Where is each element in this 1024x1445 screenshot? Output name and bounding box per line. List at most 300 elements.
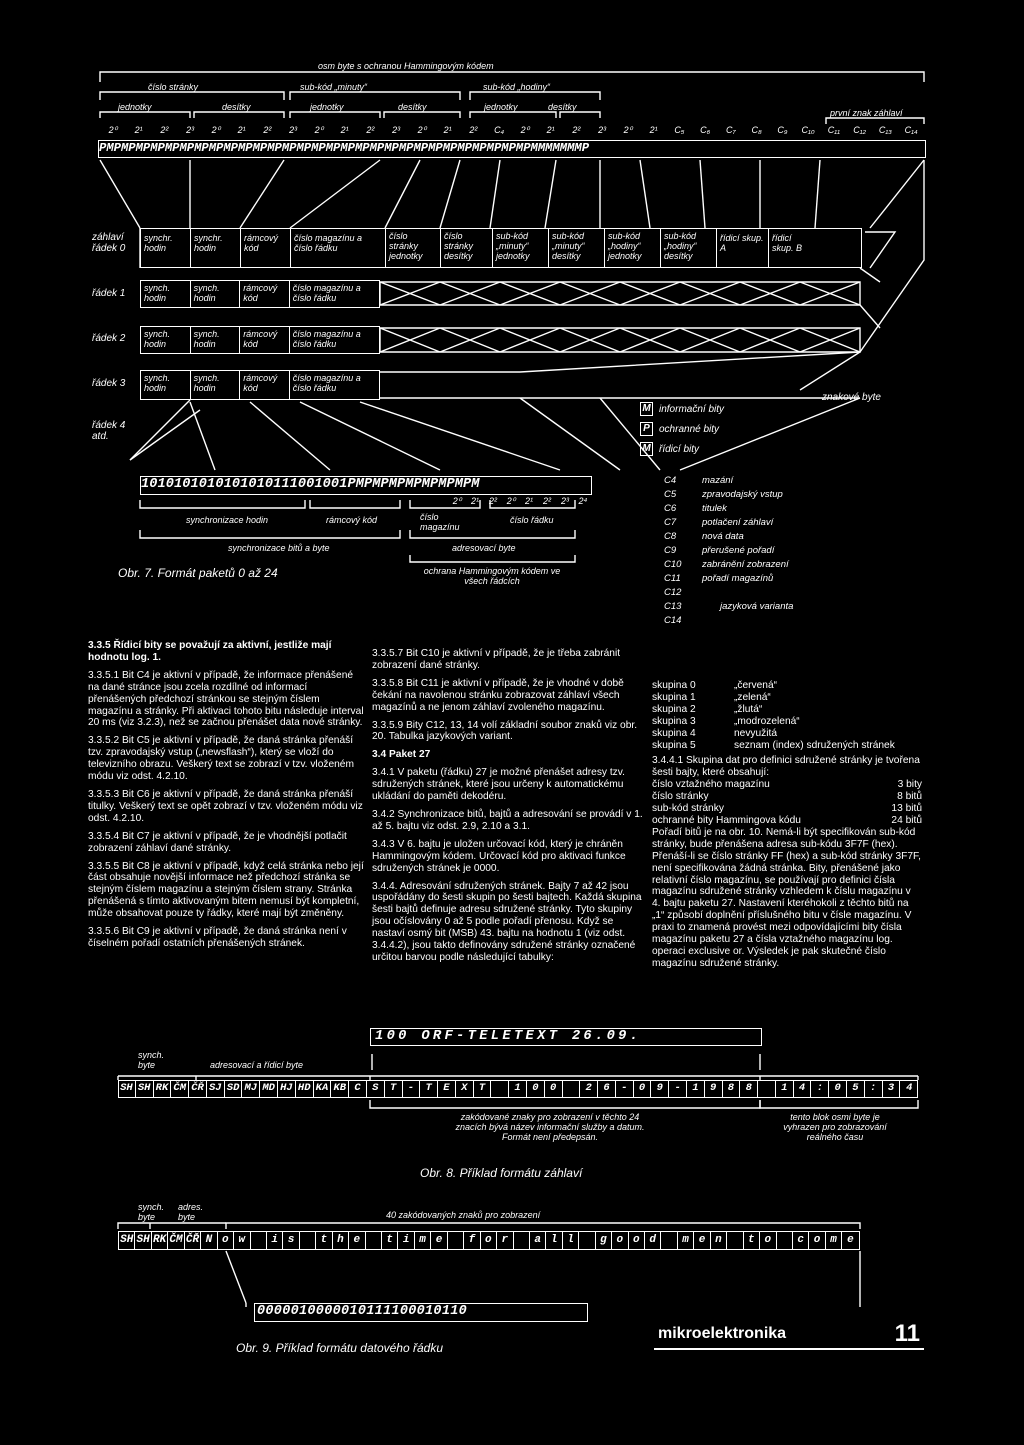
paragraph: 3.4.3 V 6. bajtu je uložen určovací kód, který je chráněn Hammingovým kódem. Určovací kód pro aktivaci funkce sdružených stránek je 0000. bbox=[372, 838, 626, 874]
bit-weight: 2¹ bbox=[524, 496, 533, 506]
row-2-cell: synch. hodin bbox=[191, 327, 241, 353]
bit-weight: 2² bbox=[160, 125, 169, 135]
row-label-3: řádek 3 bbox=[92, 378, 126, 389]
row-1-cell: číslo magazínu a číslo řádku bbox=[292, 283, 361, 303]
data-cell: t bbox=[744, 1232, 760, 1249]
bit-weight: 2² bbox=[488, 496, 497, 506]
item-value: 8 bitů bbox=[897, 791, 922, 803]
brace-label-hamming: osm byte s ochranou Hammingovým kódem bbox=[318, 61, 494, 71]
control-bit-row bbox=[664, 600, 864, 614]
bit-weight: 2² bbox=[263, 125, 272, 135]
data-cell: r bbox=[497, 1232, 513, 1249]
bit-weight: 2¹ bbox=[546, 125, 555, 135]
data-cell: ČM bbox=[168, 1232, 184, 1249]
header-cell: 4 bbox=[906, 1082, 913, 1094]
legend-symbol: M bbox=[640, 442, 653, 456]
figure-7-caption: Obr. 7. Formát paketů 0 až 24 bbox=[118, 566, 278, 580]
bit-weight: 2⁰ bbox=[211, 125, 221, 135]
control-bit-key: C11 bbox=[664, 573, 681, 584]
paragraph: 3.4.1 V paketu (řádku) 27 je možné přenášet adresy tzv. sdružených stránek, které jsou určeny k automatickému ukládání do paměti dekodéru. bbox=[372, 767, 625, 803]
header-cell: ČM bbox=[171, 1080, 189, 1098]
data-cell: e bbox=[431, 1232, 447, 1249]
header-cell: HJ bbox=[278, 1080, 296, 1098]
row-2-cell: synch. hodin bbox=[141, 327, 191, 353]
row-0-cell: rámcový kód bbox=[241, 229, 291, 267]
bit-weight: 2¹ bbox=[134, 125, 143, 135]
row-0-cell: sub-kód „hodiny“ jednotky bbox=[605, 229, 661, 267]
row-1-cells bbox=[140, 280, 380, 308]
data-cell: l bbox=[563, 1232, 579, 1249]
label-synch-byte-9: synch. byte bbox=[138, 1202, 165, 1222]
header-cell: : bbox=[811, 1080, 829, 1098]
brace-label-jednotky-2: jednotky bbox=[310, 102, 344, 112]
bit-weight: C₁₄ bbox=[904, 125, 918, 135]
text-column-3 bbox=[652, 680, 922, 976]
group-value: seznam (index) sdružených stránek bbox=[734, 739, 895, 751]
row-0-cell: řídicí skup. B bbox=[772, 233, 803, 253]
group-row bbox=[652, 692, 922, 704]
header-cell: 0 bbox=[527, 1080, 545, 1098]
pm-row: PMPMPMPMPMPMPMPMPMPMPMPMPMPMPMPMPMPMPMPMPMPMPMPMPMPMPMPMPMPMMMMMMMP bbox=[98, 140, 926, 158]
header-cell: SJ bbox=[207, 1080, 225, 1098]
header-cell: SH bbox=[118, 1080, 136, 1098]
data-cell: o bbox=[760, 1232, 776, 1249]
brace-label-desitky-3: desítky bbox=[548, 102, 577, 112]
header-cell: X bbox=[456, 1080, 474, 1098]
item-value: 3 bity bbox=[897, 779, 922, 791]
header-cell: MD bbox=[260, 1080, 278, 1098]
header-cell: RK bbox=[154, 1080, 172, 1098]
row-1-cell: synch. hodin bbox=[141, 281, 191, 307]
figure-8 bbox=[0, 1020, 1024, 1195]
data-cell: a bbox=[530, 1232, 546, 1249]
data-cell: RK bbox=[152, 1232, 168, 1249]
header-cell: 0 bbox=[829, 1080, 847, 1098]
data-cell bbox=[579, 1232, 595, 1249]
data-cell: w bbox=[234, 1232, 250, 1249]
row-2-cell: číslo magazínu a číslo řádku bbox=[292, 329, 361, 349]
control-bit-row bbox=[664, 502, 864, 516]
group-value: „červená“ bbox=[734, 680, 778, 691]
control-bits-table bbox=[664, 474, 864, 628]
row-0-cell: synchr. hodin bbox=[191, 229, 241, 267]
bit-weight: 2¹ bbox=[649, 125, 658, 135]
paragraph: 3.3.5.6 Bit C9 je aktivní v případě, že daná stránka není v číselném pořadí ostatních přenášených stránek. bbox=[88, 926, 347, 949]
note-zakodovane: zakódované znaky pro zobrazení v těchto 24 znacích bývá název informační služby a datum. Formát není předepsán. bbox=[455, 1112, 645, 1142]
item-row bbox=[652, 803, 922, 815]
header-cell: SD bbox=[225, 1080, 243, 1098]
row-0-cells bbox=[140, 228, 862, 268]
brace-label-subkod-hodiny: sub-kód „hodiny“ bbox=[483, 82, 551, 92]
paragraph: 3.3.5.9 Bity C12, 13, 14 volí základní soubor znaků viz obr. 20. Tabulka jazykových variant. bbox=[372, 719, 638, 743]
text-column-1 bbox=[88, 640, 364, 956]
control-bit-key: C14 bbox=[664, 615, 682, 626]
control-bit-value: mazání bbox=[702, 475, 734, 486]
bit-weight: 2⁴ bbox=[578, 496, 588, 506]
bit-weight: 2¹ bbox=[237, 125, 246, 135]
row-0-cell: řídicí skup. A bbox=[717, 229, 769, 267]
bit-weight: 2³ bbox=[598, 125, 607, 135]
paragraph: 3.3.5.3 Bit C6 je aktivní v případě, že daná stránka přenáší titulky. Veškerý text se opět zobrazí v tzv. vloženém módu viz odst. 4.2.10. bbox=[88, 788, 363, 824]
bit-weight: C₆ bbox=[700, 125, 711, 135]
label-synch-byte: synch. byte bbox=[138, 1050, 165, 1070]
row-1-cell: rámcový kód bbox=[240, 281, 290, 307]
data-cell: ČŘ bbox=[185, 1232, 201, 1249]
header-cell: 3 bbox=[883, 1080, 901, 1098]
legend-row bbox=[640, 422, 724, 436]
header-cell: 8 bbox=[740, 1080, 758, 1098]
control-bit-value: zpravodajský vstup bbox=[702, 489, 783, 500]
data-cell: t bbox=[382, 1232, 398, 1249]
bit-weight: C₁₂ bbox=[853, 125, 867, 135]
data-cell: h bbox=[333, 1232, 349, 1249]
group-value: nevyužitá bbox=[734, 727, 778, 739]
paragraph: 3.3.5.8 Bit C11 je aktivní v případě, že je vhodné v době čekání na navolenou stránku zobrazovat záhlaví všech magazínů a ne jenom záhlaví zvoleného magazínu. bbox=[372, 677, 624, 713]
control-bit-key: C12 bbox=[664, 587, 682, 598]
data-cell: e bbox=[349, 1232, 365, 1249]
paragraph: 3.3.5.7 Bit C10 je aktivní v případě, že je třeba zabránit zobrazení dané stránky. bbox=[372, 648, 621, 671]
header-cell: - bbox=[616, 1080, 634, 1098]
row-label-2: řádek 2 bbox=[92, 333, 126, 344]
header-cell: 5 bbox=[847, 1080, 865, 1098]
row-0-cell: sub-kód „minuty“ jednotky bbox=[493, 229, 549, 267]
bit-legend bbox=[640, 402, 724, 462]
bit-weights-lower bbox=[448, 496, 593, 506]
label-cislo-radku: číslo řádku bbox=[510, 515, 554, 525]
row-label-1: řádek 1 bbox=[92, 288, 126, 299]
header-cell bbox=[491, 1080, 509, 1098]
control-bit-value: jazyková varianta bbox=[720, 601, 794, 612]
bit-weight: 2⁰ bbox=[314, 125, 324, 135]
group-key: skupina 4 bbox=[652, 727, 696, 739]
paragraph: 3.4.2 Synchronizace bitů, bajtů a adresování se provádí v 1. až 5. bajtu viz odst. 2.9, 2.10 a 3.1. bbox=[372, 808, 643, 832]
control-bit-value: přerušené pořadí bbox=[702, 545, 775, 556]
header-cell: - bbox=[403, 1080, 421, 1098]
text-column-2 bbox=[372, 648, 646, 970]
data-cell: o bbox=[809, 1232, 825, 1249]
group-key: skupina 5 bbox=[652, 739, 696, 751]
control-bit-value: pořadí magazínů bbox=[702, 573, 774, 584]
control-bit-row bbox=[664, 614, 864, 628]
header-cell: ČŘ bbox=[189, 1080, 207, 1098]
bit-weight: 2³ bbox=[289, 125, 298, 135]
data-cells bbox=[118, 1231, 860, 1250]
group-row bbox=[652, 740, 922, 752]
header-cell: 1 bbox=[509, 1080, 527, 1098]
bit-weight: 2⁰ bbox=[417, 125, 427, 135]
header-cell: 9 bbox=[651, 1080, 669, 1098]
legend-symbol: P bbox=[640, 422, 653, 436]
header-cell: MJ bbox=[242, 1080, 260, 1098]
group-row bbox=[652, 680, 922, 692]
row-3-cell: číslo magazínu a číslo řádku bbox=[292, 373, 361, 393]
row-3-cells bbox=[140, 370, 380, 400]
item-value: 13 bitů bbox=[891, 803, 922, 815]
paragraph: 3.4.4. Adresování sdružených stránek. Bajty 7 až 42 jsou uspořádány do šesti skupin po šesti bajtech. Každá skupina šesti bajtů definuje adresu sdružené stránky. Tyto skupiny jsou očíslovány 0 až 5 podle pořadí přenosu. Když se nastaví osmý bit (MSB) 43. bajtu na hodnotu 1 (viz odst. 3.4.4.2), jsou takto definovány sdružené stránky označené určitou barvou podle následující tabulky: bbox=[372, 880, 642, 963]
bit-weight: 2⁰ bbox=[108, 125, 118, 135]
bit-weight: 2⁰ bbox=[623, 125, 633, 135]
row-3-cell: rámcový kód bbox=[240, 371, 290, 399]
group-table bbox=[652, 680, 922, 751]
header-cell: E bbox=[438, 1080, 456, 1098]
control-bit-row bbox=[664, 530, 864, 544]
header-cell: T bbox=[474, 1080, 492, 1098]
header-cells bbox=[118, 1080, 918, 1098]
label-adresovaci: adresovací byte bbox=[452, 543, 516, 553]
paragraph: 3.3.5 Řídicí bity se považují za aktivní, jestliže mají hodnotu log. 1. bbox=[88, 640, 332, 663]
data-cell: o bbox=[218, 1232, 234, 1249]
data-cell: e bbox=[847, 1234, 854, 1246]
control-bit-row bbox=[664, 516, 864, 530]
data-cell: e bbox=[694, 1232, 710, 1249]
brace-label-desitky-2: desítky bbox=[398, 102, 427, 112]
znakove-byte-label: znakové byte bbox=[822, 392, 881, 403]
item-key: ochranné bity Hammingova kódu bbox=[652, 814, 801, 826]
data-cell: m bbox=[415, 1232, 431, 1249]
control-bit-value: titulek bbox=[702, 503, 727, 514]
legend-text: informační bity bbox=[659, 403, 725, 415]
control-bit-row bbox=[664, 474, 864, 488]
data-cell: i bbox=[398, 1232, 414, 1249]
row-label-0: záhlaví řádek 0 bbox=[92, 232, 126, 254]
bit-weight: C₁₃ bbox=[878, 125, 892, 135]
item-row bbox=[652, 791, 922, 803]
header-cell: - bbox=[669, 1080, 687, 1098]
group-value: „zelená“ bbox=[734, 691, 771, 703]
row-0-cell: číslo stránky desítky bbox=[441, 229, 493, 267]
brace-label-jednotky-1: jednotky bbox=[118, 102, 152, 112]
bit-weights-row bbox=[100, 125, 924, 135]
header-cell: HD bbox=[296, 1080, 314, 1098]
footer-title: mikroelektronika bbox=[658, 1325, 787, 1342]
label-adresovaci-ridici: adresovací a řídicí byte bbox=[210, 1060, 304, 1070]
control-bit-key: C10 bbox=[664, 559, 682, 570]
header-cell: 0 bbox=[634, 1080, 652, 1098]
paragraph: 3.3.5.1 Bit C4 je aktivní v případě, že informace přenášené na dané stránce jsou zcela rozdílné od informací přenášených předchozí stránkou se stejným číslem magazínu a stránky. Při aktivaci tohoto bitu následuje interval 20 ms (viz 3.2.3), než se začnou přenášet data nové stránky. bbox=[88, 669, 364, 729]
bit-weight: 2¹ bbox=[340, 125, 349, 135]
bit-weight: 2¹ bbox=[470, 496, 479, 506]
data-cell: n bbox=[711, 1232, 727, 1249]
data-cell bbox=[514, 1232, 530, 1249]
row-label-4: řádek 4 atd. bbox=[92, 420, 126, 442]
control-bit-value: potlačení záhlaví bbox=[702, 517, 774, 528]
bit-weight: C₈ bbox=[751, 125, 762, 135]
data-cell: s bbox=[283, 1232, 299, 1249]
group-row bbox=[652, 704, 922, 716]
item-value: 24 bitů bbox=[891, 814, 922, 826]
data-cell: m bbox=[678, 1232, 694, 1249]
data-cell bbox=[300, 1232, 316, 1249]
bit-weight: 2¹ bbox=[443, 125, 452, 135]
legend-row bbox=[640, 442, 724, 456]
control-bit-key: C5 bbox=[664, 489, 677, 500]
bit-weight: 2² bbox=[469, 125, 478, 135]
group-key: skupina 2 bbox=[652, 703, 696, 715]
paragraph: 3.4.4.1 Skupina dat pro definici sdružené stránky je tvořena šesti bajty, které obsahují: bbox=[652, 755, 920, 779]
control-bit-row bbox=[664, 558, 864, 572]
data-cell: d bbox=[645, 1232, 661, 1249]
bit-weight: 2⁰ bbox=[520, 125, 530, 135]
control-bit-key: C8 bbox=[664, 531, 677, 542]
figure-7 bbox=[0, 0, 1024, 626]
bit-weight: C₇ bbox=[726, 125, 736, 135]
header-cell: 0 bbox=[545, 1080, 563, 1098]
row-1-cell: synch. hodin bbox=[191, 281, 241, 307]
legend-row bbox=[640, 402, 724, 416]
header-cell: C bbox=[349, 1080, 367, 1098]
label-ochrana: ochrana Hammingovým kódem ve všech řádcích bbox=[423, 566, 561, 586]
item-row bbox=[652, 815, 922, 827]
data-cell: o bbox=[481, 1232, 497, 1249]
brace-label-jednotky-3: jednotky bbox=[484, 102, 518, 112]
item-key: sub-kód stránky bbox=[652, 803, 724, 815]
data-cell: c bbox=[793, 1232, 809, 1249]
data-cell bbox=[661, 1232, 677, 1249]
data-cell bbox=[366, 1232, 382, 1249]
brace-label-cislo-stranky: číslo stránky bbox=[148, 82, 199, 92]
teletext-top-string: 100 ORF-TELETEXT 26.09. bbox=[370, 1028, 762, 1046]
bit-weight: 2⁰ bbox=[506, 496, 516, 506]
bit-weight: 2³ bbox=[392, 125, 401, 135]
data-cell: o bbox=[612, 1232, 628, 1249]
row-3-cell: synch. hodin bbox=[191, 371, 241, 399]
header-cell: 6 bbox=[598, 1080, 616, 1098]
data-cell bbox=[448, 1232, 464, 1249]
figure-9 bbox=[0, 1195, 1024, 1395]
row-0-cell: sub-kód „hodiny“ desítky bbox=[661, 229, 717, 267]
bit-weight: C₄ bbox=[494, 125, 505, 135]
label-ramcovy-kod: rámcový kód bbox=[326, 515, 378, 525]
data-cell: t bbox=[316, 1232, 332, 1249]
data-cell bbox=[727, 1232, 743, 1249]
group-key: skupina 3 bbox=[652, 715, 696, 727]
header-cell: : bbox=[865, 1080, 883, 1098]
label-sync-bitu: synchronizace bitů a byte bbox=[228, 543, 330, 553]
header-cell: KB bbox=[331, 1080, 349, 1098]
bit-weight: 2² bbox=[572, 125, 581, 135]
legend-symbol: M bbox=[640, 402, 653, 416]
item-key: číslo stránky bbox=[652, 791, 709, 803]
data-cell: o bbox=[629, 1232, 645, 1249]
brace-label-desitky-1: desítky bbox=[222, 102, 251, 112]
figure-9-caption: Obr. 9. Příklad formátu datového řádku bbox=[236, 1341, 443, 1355]
paragraph: 3.4 Paket 27 bbox=[372, 749, 431, 761]
bit-weight: 2³ bbox=[560, 496, 569, 506]
paragraph: 3.3.5.2 Bit C5 je aktivní v případě, že daná stránka přenáší tzv. zpravodajský vstup („newsflash“), který se vloží do televizního obrazu. Veškerý text se zobrazí v tzv. vloženém módu viz odst. 4.2.10. bbox=[88, 735, 354, 783]
figure-9-lines bbox=[0, 1195, 1024, 1395]
data-cell: i bbox=[267, 1232, 283, 1249]
header-cell: T bbox=[420, 1080, 438, 1098]
data-cell bbox=[777, 1232, 793, 1249]
group-key: skupina 0 bbox=[652, 680, 696, 691]
header-cell bbox=[758, 1080, 776, 1098]
group-row bbox=[652, 728, 922, 740]
data-cell: N bbox=[201, 1232, 217, 1249]
control-bit-key: C6 bbox=[664, 503, 677, 514]
control-bit-row bbox=[664, 586, 864, 600]
figure-8-caption: Obr. 8. Příklad formátu záhlaví bbox=[420, 1166, 583, 1180]
header-cell: 4 bbox=[794, 1080, 812, 1098]
row-2-cell: rámcový kód bbox=[240, 327, 290, 353]
group-value: „modrozelená“ bbox=[734, 715, 800, 727]
legend-text: řídicí bity bbox=[659, 443, 700, 455]
bit-weight: 2⁰ bbox=[452, 496, 462, 506]
control-bit-row bbox=[664, 572, 864, 586]
bit-string-row: 1010101010101010111001001PMPMPMPMPMPMPMPM bbox=[140, 476, 592, 495]
header-cell: KA bbox=[314, 1080, 332, 1098]
group-row bbox=[652, 716, 922, 728]
label-sync-hodin: synchronizace hodin bbox=[186, 515, 269, 525]
label-cislo-magazinu: číslo magazínu bbox=[420, 512, 460, 532]
control-bit-key: C13 bbox=[664, 601, 682, 612]
bit-weight: 2³ bbox=[186, 125, 195, 135]
data-bit-string: 0000010000010111100010110 bbox=[254, 1303, 588, 1322]
paragraph: 3.3.5.4 Bit C7 je aktivní v případě, že je vhodnější potlačit zobrazení záhlaví dané stránky. bbox=[88, 830, 347, 854]
control-bit-row bbox=[664, 488, 864, 502]
row-0-cell: číslo stránky jednotky bbox=[386, 229, 441, 267]
data-cell: SH bbox=[135, 1232, 151, 1249]
row-0-cell: sub-kód „minuty“ desítky bbox=[549, 229, 605, 267]
data-cell: SH bbox=[119, 1232, 135, 1249]
label-adres-byte: adres. byte bbox=[178, 1202, 204, 1222]
bit-weight: C₁₀ bbox=[801, 125, 815, 135]
header-cell: 9 bbox=[705, 1080, 723, 1098]
data-cell: m bbox=[826, 1232, 842, 1249]
legend-text: ochranné bity bbox=[659, 423, 720, 435]
header-cell: 1 bbox=[687, 1080, 705, 1098]
header-cell bbox=[563, 1080, 581, 1098]
header-cell: S bbox=[367, 1080, 385, 1098]
label-40-znaku: 40 zakódovaných znaků pro zobrazení bbox=[386, 1210, 541, 1220]
bit-weight: 2² bbox=[542, 496, 551, 506]
control-bit-key: C9 bbox=[664, 545, 677, 556]
brace-label-subkod-minuty: sub-kód „minuty“ bbox=[300, 82, 368, 92]
data-cell bbox=[251, 1232, 267, 1249]
data-cell: g bbox=[596, 1232, 612, 1249]
bit-weight: C₅ bbox=[674, 125, 685, 135]
brace-label-prvni-znak: první znak záhlaví bbox=[830, 108, 903, 118]
control-bit-value: nová data bbox=[702, 531, 744, 542]
control-bit-row bbox=[664, 544, 864, 558]
row-2-cells bbox=[140, 326, 380, 354]
group-key: skupina 1 bbox=[652, 691, 696, 703]
control-bit-key: C7 bbox=[664, 517, 677, 528]
bit-weight: C₁₁ bbox=[827, 125, 840, 135]
page-footer bbox=[654, 1322, 924, 1350]
header-cell: 1 bbox=[776, 1080, 794, 1098]
bit-weight: C₉ bbox=[777, 125, 788, 135]
row-0-cell: číslo magazínu a číslo řádku bbox=[291, 229, 386, 267]
header-cell: T bbox=[385, 1080, 403, 1098]
bit-weight: 2² bbox=[366, 125, 375, 135]
footer-page-number: 11 bbox=[894, 1320, 920, 1347]
row-0-cell: synchr. hodin bbox=[141, 229, 191, 267]
data-cell: l bbox=[546, 1232, 562, 1249]
header-cell: 8 bbox=[723, 1080, 741, 1098]
paragraph: 3.3.5.5 Bit C8 je aktivní v případě, když celá stránka nebo její část obsahuje novější informace než předchozí stránka se stejným číslem magazínu a stejným číslem strany. Stránka přenášená s tímto aktivovaným bitem nemusí být kompletní, může obsahovat pouze ty řádky, které mají být změněny. bbox=[88, 860, 364, 920]
item-table bbox=[652, 779, 922, 827]
header-cell: SH bbox=[136, 1080, 154, 1098]
data-cell: f bbox=[464, 1232, 480, 1249]
header-cell: 2 bbox=[580, 1080, 598, 1098]
note-real-time: tento blok osmi byte je vyhrazen pro zobrazování reálného času bbox=[783, 1112, 887, 1142]
group-value: „žlutá“ bbox=[734, 703, 763, 715]
item-key: číslo vztažného magazínu bbox=[652, 779, 770, 791]
control-bit-key: C4 bbox=[664, 475, 677, 486]
row-3-cell: synch. hodin bbox=[141, 371, 191, 399]
item-row bbox=[652, 779, 922, 791]
control-bit-value: zabránění zobrazení bbox=[702, 559, 789, 570]
